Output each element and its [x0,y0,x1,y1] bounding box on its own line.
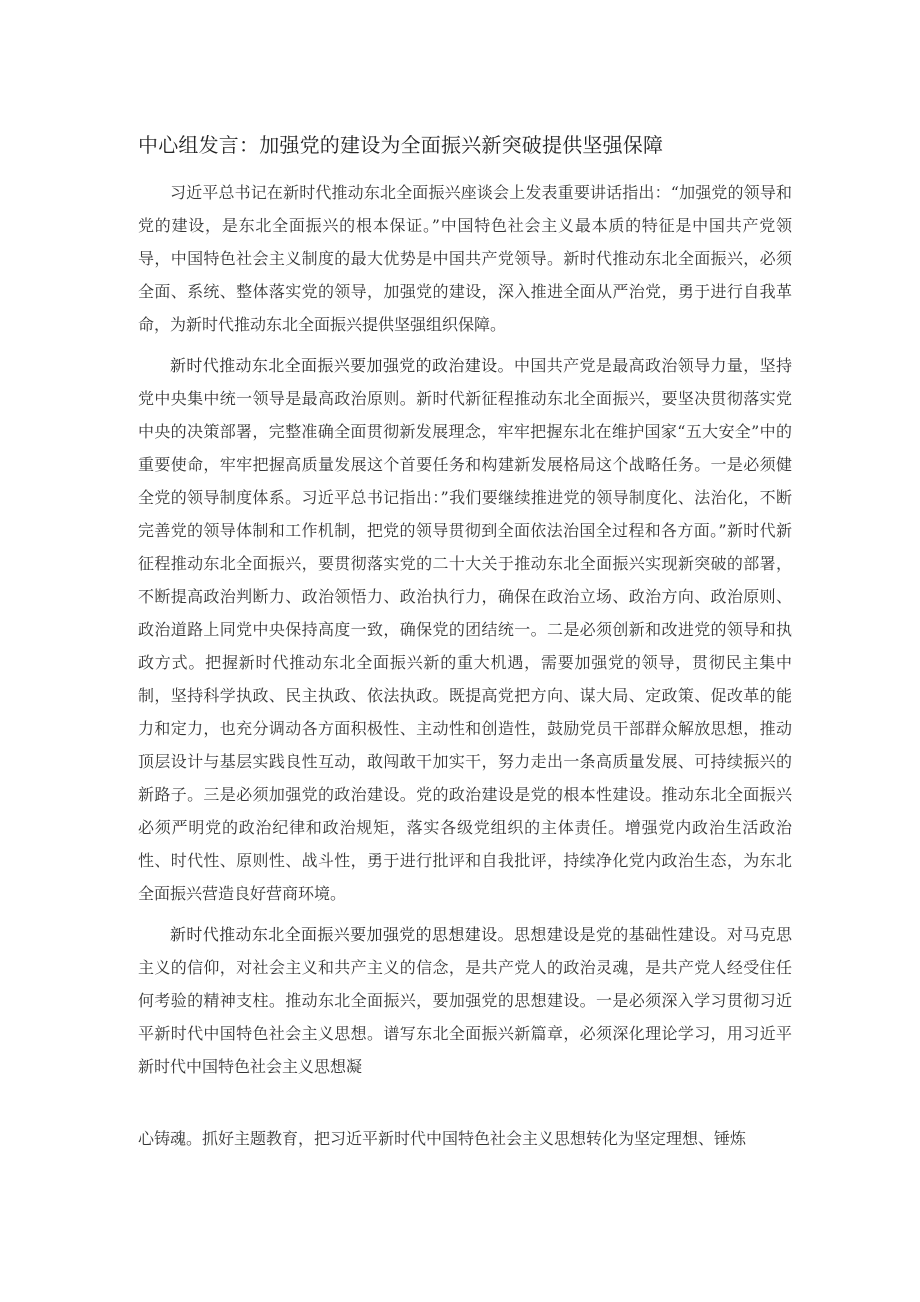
paragraph-text: 习近平总书记在新时代推动东北全面振兴座谈会上发表重要讲话指出：“加强党的领导和党的建设，是东北全面振兴的根本保证。”中国特色社会主义最本质的特征是中国共产党领导，中国特色社会主义制度的最大优势是中国共产党领导。新时代推动东北全面振兴，必须全面、系统、整体落实党的领导，加强党的建设，深入推进全面从严治党，勇于进行自我革命，为新时代推动东北全面振兴提供坚强组织保障。 [138,183,792,334]
paragraph-text: 中国共产党是最高政治领导力量，坚持党中央集中统一领导是最高政治原则。新时代新征程推动东北全面振兴，要坚决贯彻落实党中央的决策部署，完整准确全面贯彻新发展理念，牢牢把握东北在维护国家“五大安全”中的重要使命，牢牢把握高质量发展这个首要任务和构建新发展格局这个战略任务。一是必须健全党的领导制度体系。习近平总书记指出：”我们要继续推进党的领导制度化、法治化，不断完善党的领导体制和工作机制，把党的领导贯彻到全面依法治国全过程和各方面。”新时代新征程推动东北全面振兴，要贯彻落实党的二十大关于推动东北全面振兴实现新突破的部署，不断提高政治判断力、政治领悟力、政治执行力，确保在政治立场、政治方向、政治原则、政治道路上同党中央保持高度一致，确保党的团结统一。二是必须创新和改进党的领导和执政方式。把握新时代推动东北全面振兴新的重大机遇，需要加强党的领导，贯彻民主集中制，坚持科学执政、民主执政、依法执政。既提高党把方向、谋大局、定政策、促改革的能力和定力，也充分调动各方面积极性、主动性和创造性，鼓励党员干部群众解放思想，推动顶层设计与基层实践良性互动，敢闯敢干加实干，努力走出一条高质量发展、可持续振兴的新路子。三是必须加强党的政治建设。党的政治建设是党的根本性建设。推动东北全面振兴必须严明党的政治纪律和政治规矩，落实各级党组织的主体责任。增强党内政治生活政治性、时代性、原则性、战斗性，勇于进行批评和自我批评，持续净化党内政治生态，为东北全面振兴营造良好营商环境。 [138,356,792,903]
document-title: 中心组发言：加强党的建设为全面振兴新突破提供坚强保障 [138,133,664,157]
paragraph-ideological-building [138,918,792,1083]
document-body-continued [138,1122,792,1163]
paragraph-continuation: 心铸魂。抓好主题教育，把习近平新时代中国特色社会主义思想转化为坚定理想、锤炼 [138,1129,747,1148]
paragraph-lead: 新时代推动东北全面振兴要加强党的思想建设。 [170,925,514,944]
paragraph-intro [138,176,792,341]
paragraph-lead: 新时代推动东北全面振兴要加强党的政治建设。 [170,356,514,375]
paragraph-text: 思想建设是党的基础性建设。对马克思主义的信仰，对社会主义和共产主义的信念，是共产党人的政治灵魂，是共产党人经受住任何考验的精神支柱。推动东北全面振兴，要加强党的思想建设。一是必须深入学习贯彻习近平新时代中国特色社会主义思想。谱写东北全面振兴新篇章，必须深化理论学习，用习近平新时代中国特色社会主义思想凝 [138,925,792,1076]
document-body [138,176,792,1091]
paragraph-political-building [138,349,792,910]
